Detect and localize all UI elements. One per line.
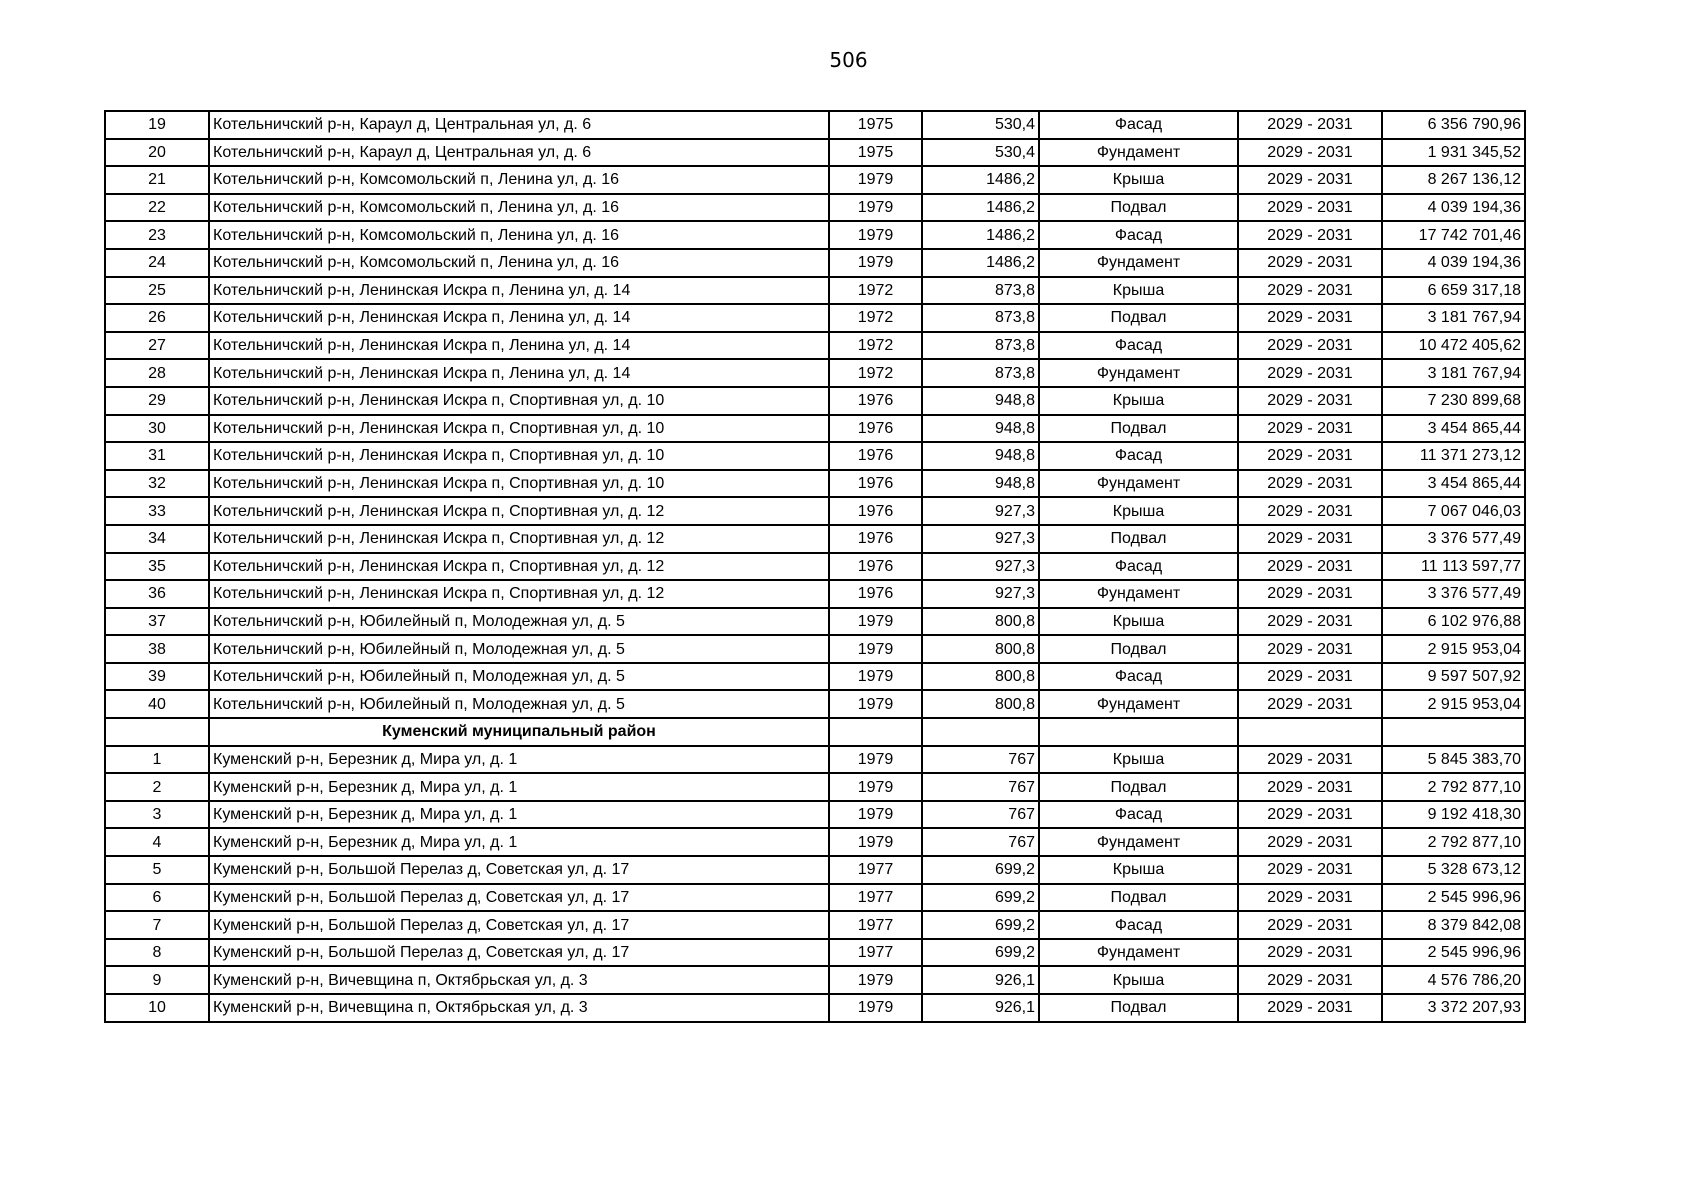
- table-body: [105, 111, 1525, 1022]
- area-cell: 927,3: [922, 497, 1039, 525]
- build-year-cell: 1972: [829, 332, 922, 360]
- table-row: [105, 911, 1525, 939]
- row-number-cell: 1: [105, 746, 209, 774]
- row-number-cell: 40: [105, 690, 209, 718]
- build-year-cell: 1977: [829, 856, 922, 884]
- row-number-cell: 22: [105, 194, 209, 222]
- work-type-cell: Фундамент: [1039, 359, 1238, 387]
- build-year-cell: 1977: [829, 884, 922, 912]
- work-type-cell: Фасад: [1039, 111, 1238, 139]
- cost-cell: 3 376 577,49: [1382, 580, 1525, 608]
- address-cell: Котельничский р-н, Караул д, Центральная ул, д. 6: [209, 139, 829, 167]
- work-type-cell: Подвал: [1039, 415, 1238, 443]
- address-cell: Котельничский р-н, Юбилейный п, Молодежная ул, д. 5: [209, 663, 829, 691]
- address-cell: Куменский р-н, Березник д, Мира ул, д. 1: [209, 746, 829, 774]
- cost-cell: 3 454 865,44: [1382, 470, 1525, 498]
- area-cell: 927,3: [922, 580, 1039, 608]
- work-type-cell: Подвал: [1039, 525, 1238, 553]
- table-row: [105, 939, 1525, 967]
- area-cell: 699,2: [922, 856, 1039, 884]
- address-cell: Котельничский р-н, Ленинская Искра п, Ленина ул, д. 14: [209, 359, 829, 387]
- build-year-cell: 1979: [829, 249, 922, 277]
- area-cell: 926,1: [922, 966, 1039, 994]
- period-cell: 2029 - 2031: [1238, 773, 1382, 801]
- row-number-cell: 37: [105, 608, 209, 636]
- area-cell: 800,8: [922, 663, 1039, 691]
- row-number-cell: 7: [105, 911, 209, 939]
- area-cell: 699,2: [922, 939, 1039, 967]
- row-number-cell: 31: [105, 442, 209, 470]
- work-type-cell: Крыша: [1039, 856, 1238, 884]
- area-cell: 530,4: [922, 139, 1039, 167]
- build-year-cell: 1979: [829, 828, 922, 856]
- address-cell: Котельничский р-н, Юбилейный п, Молодежная ул, д. 5: [209, 635, 829, 663]
- table-row: [105, 966, 1525, 994]
- table-row: [105, 442, 1525, 470]
- work-type-cell: Фасад: [1039, 332, 1238, 360]
- build-year-cell: 1979: [829, 966, 922, 994]
- area-cell: 948,8: [922, 415, 1039, 443]
- work-type-cell: Крыша: [1039, 277, 1238, 305]
- row-number-cell: 10: [105, 994, 209, 1022]
- row-number-cell: 25: [105, 277, 209, 305]
- build-year-cell: 1976: [829, 415, 922, 443]
- period-cell: 2029 - 2031: [1238, 525, 1382, 553]
- period-cell: 2029 - 2031: [1238, 111, 1382, 139]
- row-number-cell: 34: [105, 525, 209, 553]
- period-cell: 2029 - 2031: [1238, 139, 1382, 167]
- build-year-cell: 1979: [829, 608, 922, 636]
- area-cell: 699,2: [922, 884, 1039, 912]
- period-cell: 2029 - 2031: [1238, 801, 1382, 829]
- cost-cell: 11 113 597,77: [1382, 553, 1525, 581]
- row-number-cell: 19: [105, 111, 209, 139]
- area-cell: 948,8: [922, 387, 1039, 415]
- work-type-cell: Подвал: [1039, 304, 1238, 332]
- table-row: [105, 580, 1525, 608]
- work-type-cell: Крыша: [1039, 166, 1238, 194]
- period-cell: 2029 - 2031: [1238, 746, 1382, 774]
- address-cell: Куменский р-н, Березник д, Мира ул, д. 1: [209, 801, 829, 829]
- area-cell: 1486,2: [922, 194, 1039, 222]
- period-cell: 2029 - 2031: [1238, 911, 1382, 939]
- cost-cell: 4 576 786,20: [1382, 966, 1525, 994]
- table-row: [105, 801, 1525, 829]
- build-year-cell: 1975: [829, 139, 922, 167]
- build-year-cell: 1979: [829, 746, 922, 774]
- address-cell: Куменский р-н, Березник д, Мира ул, д. 1: [209, 773, 829, 801]
- section-title-cell: Куменский муниципальный район: [209, 718, 829, 746]
- area-cell: 767: [922, 773, 1039, 801]
- table-row: [105, 553, 1525, 581]
- work-type-cell: Подвал: [1039, 773, 1238, 801]
- build-year-cell: 1977: [829, 911, 922, 939]
- cost-cell: 6 356 790,96: [1382, 111, 1525, 139]
- address-cell: Куменский р-н, Вичевщина п, Октябрьская ул, д. 3: [209, 966, 829, 994]
- area-cell: 873,8: [922, 277, 1039, 305]
- period-cell: 2029 - 2031: [1238, 580, 1382, 608]
- cost-cell: 8 379 842,08: [1382, 911, 1525, 939]
- build-year-cell: 1979: [829, 166, 922, 194]
- cost-cell: 2 545 996,96: [1382, 884, 1525, 912]
- build-year-cell: 1979: [829, 773, 922, 801]
- work-type-cell: Крыша: [1039, 608, 1238, 636]
- area-cell: 800,8: [922, 635, 1039, 663]
- period-cell: 2029 - 2031: [1238, 856, 1382, 884]
- build-year-cell: 1972: [829, 304, 922, 332]
- address-cell: Котельничский р-н, Ленинская Искра п, Спортивная ул, д. 12: [209, 497, 829, 525]
- build-year-cell: 1976: [829, 387, 922, 415]
- table-row: [105, 194, 1525, 222]
- work-type-cell: Фундамент: [1039, 580, 1238, 608]
- period-cell: 2029 - 2031: [1238, 663, 1382, 691]
- table-row: [105, 856, 1525, 884]
- area-cell: 927,3: [922, 525, 1039, 553]
- address-cell: Котельничский р-н, Караул д, Центральная ул, д. 6: [209, 111, 829, 139]
- address-cell: Котельничский р-н, Ленинская Искра п, Спортивная ул, д. 10: [209, 387, 829, 415]
- cost-cell: 3 181 767,94: [1382, 304, 1525, 332]
- row-number-cell: 39: [105, 663, 209, 691]
- cost-cell: 3 372 207,93: [1382, 994, 1525, 1022]
- area-cell: 800,8: [922, 608, 1039, 636]
- build-year-cell: 1979: [829, 994, 922, 1022]
- row-number-cell: 4: [105, 828, 209, 856]
- area-cell: 926,1: [922, 994, 1039, 1022]
- build-year-cell: 1976: [829, 580, 922, 608]
- cost-cell: 3 454 865,44: [1382, 415, 1525, 443]
- table-row: [105, 690, 1525, 718]
- cost-cell: 7 067 046,03: [1382, 497, 1525, 525]
- cost-cell: 10 472 405,62: [1382, 332, 1525, 360]
- cost-cell: 7 230 899,68: [1382, 387, 1525, 415]
- address-cell: Котельничский р-н, Ленинская Искра п, Ленина ул, д. 14: [209, 304, 829, 332]
- period-cell: 2029 - 2031: [1238, 359, 1382, 387]
- build-year-cell: 1976: [829, 470, 922, 498]
- work-type-cell: Фундамент: [1039, 470, 1238, 498]
- work-type-cell: Фундамент: [1039, 139, 1238, 167]
- build-year-cell: 1977: [829, 939, 922, 967]
- cost-cell: 2 915 953,04: [1382, 690, 1525, 718]
- table-row: [105, 111, 1525, 139]
- work-type-cell: Фундамент: [1039, 249, 1238, 277]
- table-row: [105, 359, 1525, 387]
- address-cell: Куменский р-н, Большой Перелаз д, Советская ул, д. 17: [209, 856, 829, 884]
- cost-cell: 2 545 996,96: [1382, 939, 1525, 967]
- table-row: [105, 277, 1525, 305]
- cost-cell: 4 039 194,36: [1382, 249, 1525, 277]
- table-row: [105, 773, 1525, 801]
- address-cell: Котельничский р-н, Ленинская Искра п, Спортивная ул, д. 12: [209, 525, 829, 553]
- work-type-cell: Крыша: [1039, 387, 1238, 415]
- table-row: [105, 166, 1525, 194]
- cost-cell: 11 371 273,12: [1382, 442, 1525, 470]
- work-type-cell: Фасад: [1039, 911, 1238, 939]
- work-type-cell: Подвал: [1039, 194, 1238, 222]
- row-number-cell: 26: [105, 304, 209, 332]
- period-cell: 2029 - 2031: [1238, 966, 1382, 994]
- table-row: [105, 497, 1525, 525]
- period-cell: 2029 - 2031: [1238, 221, 1382, 249]
- table-row: [105, 525, 1525, 553]
- row-number-cell: 6: [105, 884, 209, 912]
- address-cell: Куменский р-н, Большой Перелаз д, Советская ул, д. 17: [209, 911, 829, 939]
- area-cell: 767: [922, 746, 1039, 774]
- address-cell: Котельничский р-н, Юбилейный п, Молодежная ул, д. 5: [209, 608, 829, 636]
- area-cell: 927,3: [922, 553, 1039, 581]
- cost-cell: 4 039 194,36: [1382, 194, 1525, 222]
- period-cell: 2029 - 2031: [1238, 828, 1382, 856]
- period-cell: 2029 - 2031: [1238, 332, 1382, 360]
- table-row: [105, 470, 1525, 498]
- build-year-cell: 1979: [829, 194, 922, 222]
- cost-cell: 17 742 701,46: [1382, 221, 1525, 249]
- section-header-row: [105, 718, 1525, 746]
- work-type-cell: Фасад: [1039, 221, 1238, 249]
- table-row: [105, 608, 1525, 636]
- work-type-cell: Фундамент: [1039, 690, 1238, 718]
- area-cell: 873,8: [922, 359, 1039, 387]
- address-cell: Котельничский р-н, Комсомольский п, Ленина ул, д. 16: [209, 166, 829, 194]
- area-cell: 1486,2: [922, 166, 1039, 194]
- row-number-cell: 21: [105, 166, 209, 194]
- table-row: [105, 663, 1525, 691]
- build-year-cell: 1975: [829, 111, 922, 139]
- cost-cell: 9 192 418,30: [1382, 801, 1525, 829]
- row-number-cell: 29: [105, 387, 209, 415]
- table-row: [105, 746, 1525, 774]
- row-number-cell: 23: [105, 221, 209, 249]
- area-cell: 767: [922, 801, 1039, 829]
- work-type-cell: Крыша: [1039, 746, 1238, 774]
- area-cell: [922, 718, 1039, 746]
- work-type-cell: Крыша: [1039, 966, 1238, 994]
- page-number: 506: [829, 48, 868, 72]
- row-number-cell: 35: [105, 553, 209, 581]
- area-cell: 873,8: [922, 332, 1039, 360]
- table-row: [105, 994, 1525, 1022]
- build-year-cell: 1979: [829, 635, 922, 663]
- address-cell: Котельничский р-н, Ленинская Искра п, Спортивная ул, д. 10: [209, 415, 829, 443]
- row-number-cell: 3: [105, 801, 209, 829]
- row-number-cell: 36: [105, 580, 209, 608]
- table-row: [105, 635, 1525, 663]
- period-cell: 2029 - 2031: [1238, 939, 1382, 967]
- build-year-cell: 1979: [829, 663, 922, 691]
- period-cell: 2029 - 2031: [1238, 442, 1382, 470]
- address-cell: Котельничский р-н, Юбилейный п, Молодежная ул, д. 5: [209, 690, 829, 718]
- period-cell: 2029 - 2031: [1238, 994, 1382, 1022]
- table-row: [105, 332, 1525, 360]
- row-number-cell: 9: [105, 966, 209, 994]
- build-year-cell: 1976: [829, 525, 922, 553]
- address-cell: Котельничский р-н, Ленинская Искра п, Спортивная ул, д. 10: [209, 470, 829, 498]
- work-type-cell: Подвал: [1039, 994, 1238, 1022]
- row-number-cell: 5: [105, 856, 209, 884]
- area-cell: 699,2: [922, 911, 1039, 939]
- period-cell: 2029 - 2031: [1238, 635, 1382, 663]
- cost-cell: 3 376 577,49: [1382, 525, 1525, 553]
- area-cell: 948,8: [922, 442, 1039, 470]
- build-year-cell: 1976: [829, 497, 922, 525]
- address-cell: Котельничский р-н, Ленинская Искра п, Спортивная ул, д. 12: [209, 580, 829, 608]
- cost-cell: [1382, 718, 1525, 746]
- area-cell: 530,4: [922, 111, 1039, 139]
- period-cell: 2029 - 2031: [1238, 277, 1382, 305]
- period-cell: 2029 - 2031: [1238, 304, 1382, 332]
- work-type-cell: Фундамент: [1039, 939, 1238, 967]
- work-type-cell: [1039, 718, 1238, 746]
- work-type-cell: Подвал: [1039, 884, 1238, 912]
- area-cell: 1486,2: [922, 249, 1039, 277]
- build-year-cell: 1979: [829, 221, 922, 249]
- work-type-cell: Фасад: [1039, 442, 1238, 470]
- period-cell: 2029 - 2031: [1238, 249, 1382, 277]
- cost-cell: 8 267 136,12: [1382, 166, 1525, 194]
- row-number-cell: [105, 718, 209, 746]
- cost-cell: 5 328 673,12: [1382, 856, 1525, 884]
- work-type-cell: Фасад: [1039, 663, 1238, 691]
- area-cell: 1486,2: [922, 221, 1039, 249]
- area-cell: 767: [922, 828, 1039, 856]
- period-cell: [1238, 718, 1382, 746]
- table-row: [105, 304, 1525, 332]
- cost-cell: 3 181 767,94: [1382, 359, 1525, 387]
- address-cell: Куменский р-н, Большой Перелаз д, Советская ул, д. 17: [209, 939, 829, 967]
- table-row: [105, 221, 1525, 249]
- cost-cell: 1 931 345,52: [1382, 139, 1525, 167]
- row-number-cell: 24: [105, 249, 209, 277]
- work-type-cell: Крыша: [1039, 497, 1238, 525]
- cost-cell: 9 597 507,92: [1382, 663, 1525, 691]
- period-cell: 2029 - 2031: [1238, 690, 1382, 718]
- cost-cell: 6 659 317,18: [1382, 277, 1525, 305]
- period-cell: 2029 - 2031: [1238, 194, 1382, 222]
- area-cell: 948,8: [922, 470, 1039, 498]
- work-type-cell: Фундамент: [1039, 828, 1238, 856]
- address-cell: Котельничский р-н, Ленинская Искра п, Ленина ул, д. 14: [209, 277, 829, 305]
- build-year-cell: 1979: [829, 690, 922, 718]
- work-type-cell: Фасад: [1039, 553, 1238, 581]
- period-cell: 2029 - 2031: [1238, 166, 1382, 194]
- row-number-cell: 28: [105, 359, 209, 387]
- period-cell: 2029 - 2031: [1238, 387, 1382, 415]
- address-cell: Котельничский р-н, Ленинская Искра п, Ленина ул, д. 14: [209, 332, 829, 360]
- cost-cell: 2 792 877,10: [1382, 773, 1525, 801]
- period-cell: 2029 - 2031: [1238, 608, 1382, 636]
- table-row: [105, 415, 1525, 443]
- row-number-cell: 27: [105, 332, 209, 360]
- table-row: [105, 387, 1525, 415]
- table-row: [105, 249, 1525, 277]
- address-cell: Котельничский р-н, Ленинская Искра п, Спортивная ул, д. 10: [209, 442, 829, 470]
- address-cell: Котельничский р-н, Комсомольский п, Ленина ул, д. 16: [209, 249, 829, 277]
- address-cell: Куменский р-н, Вичевщина п, Октябрьская ул, д. 3: [209, 994, 829, 1022]
- cost-cell: 2 915 953,04: [1382, 635, 1525, 663]
- row-number-cell: 33: [105, 497, 209, 525]
- repair-schedule-table: [104, 110, 1526, 1023]
- table-row: [105, 139, 1525, 167]
- table-row: [105, 828, 1525, 856]
- period-cell: 2029 - 2031: [1238, 497, 1382, 525]
- table-row: [105, 884, 1525, 912]
- area-cell: 873,8: [922, 304, 1039, 332]
- build-year-cell: 1976: [829, 442, 922, 470]
- period-cell: 2029 - 2031: [1238, 553, 1382, 581]
- row-number-cell: 20: [105, 139, 209, 167]
- work-type-cell: Фасад: [1039, 801, 1238, 829]
- row-number-cell: 8: [105, 939, 209, 967]
- address-cell: Котельничский р-н, Ленинская Искра п, Спортивная ул, д. 12: [209, 553, 829, 581]
- address-cell: Куменский р-н, Березник д, Мира ул, д. 1: [209, 828, 829, 856]
- build-year-cell: 1972: [829, 359, 922, 387]
- period-cell: 2029 - 2031: [1238, 470, 1382, 498]
- cost-cell: 6 102 976,88: [1382, 608, 1525, 636]
- build-year-cell: 1972: [829, 277, 922, 305]
- work-type-cell: Подвал: [1039, 635, 1238, 663]
- build-year-cell: 1979: [829, 801, 922, 829]
- address-cell: Котельничский р-н, Комсомольский п, Ленина ул, д. 16: [209, 221, 829, 249]
- build-year-cell: 1976: [829, 553, 922, 581]
- row-number-cell: 38: [105, 635, 209, 663]
- address-cell: Котельничский р-н, Комсомольский п, Ленина ул, д. 16: [209, 194, 829, 222]
- period-cell: 2029 - 2031: [1238, 415, 1382, 443]
- build-year-cell: [829, 718, 922, 746]
- address-cell: Куменский р-н, Большой Перелаз д, Советская ул, д. 17: [209, 884, 829, 912]
- row-number-cell: 32: [105, 470, 209, 498]
- row-number-cell: 2: [105, 773, 209, 801]
- area-cell: 800,8: [922, 690, 1039, 718]
- row-number-cell: 30: [105, 415, 209, 443]
- period-cell: 2029 - 2031: [1238, 884, 1382, 912]
- cost-cell: 5 845 383,70: [1382, 746, 1525, 774]
- cost-cell: 2 792 877,10: [1382, 828, 1525, 856]
